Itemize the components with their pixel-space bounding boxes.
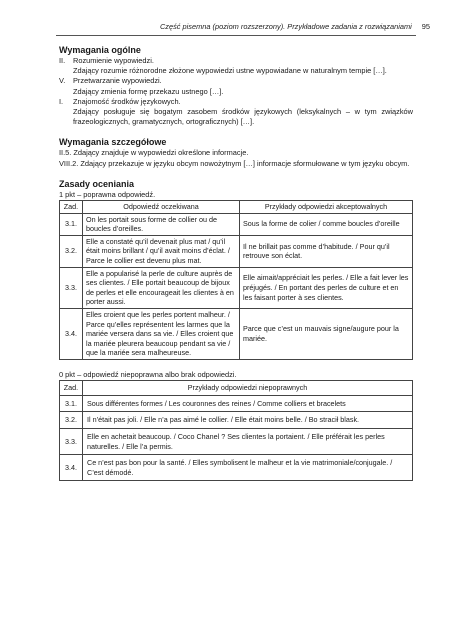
table-row [60,428,413,454]
score-0pt-label: 0 pkt – odpowiedź niepoprawna albo brak odpowiedzi. [59,369,237,379]
table-row [60,267,413,308]
accepted-answer: Parce que c’est un mauvais signe/augure pour la mariée. [240,308,413,359]
task-number: 3.3. [60,267,83,308]
table-row [60,412,413,429]
expected-answer: On les portait sous forme de collier ou de boucles d’oreilles. [83,213,240,235]
table-header-row [60,381,413,396]
task-number: 3.1. [60,395,83,412]
table-header-row [60,201,413,214]
requirement-label: Znajomość środków językowych. [73,96,181,106]
requirement-detail: Zdający rozumie różnorodne złożone wypowiedzi ustne wypowiadane w naturalnym tempie […]. [73,66,387,76]
header-rule [56,35,416,36]
running-title: Część pisemna (poziom rozszerzony). Przykładowe zadania z rozwiązaniami [159,22,412,31]
requirement-number: II. [59,56,66,65]
running-header [0,22,430,31]
incorrect-answer: Elle en achetait beaucoup. / Coco Chanel ? Ses clientes la portaient. / Elle préférait les perles naturelles. / Elle l’a permis. [83,428,413,454]
column-header: Przykłady odpowiedzi akceptowalnych [240,201,413,214]
table-row [60,235,413,267]
requirement-label: Przetwarzanie wypowiedzi. [73,76,162,86]
accepted-answer: Il ne brillait pas comme d’habitude. / Pour qu’il retrouve son éclat. [240,235,413,267]
section-title-wymagania-ogolne: Wymagania ogólne [59,45,141,55]
table-row [60,308,413,359]
section-title-wymagania-szczegolowe: Wymagania szczegółowe [59,137,167,148]
section-title-zasady-oceniania: Zasady oceniania [59,178,135,189]
requirement-detail: Zdający zmienia formę przekazu ustnego […]. [73,86,224,96]
column-header: Zad. [60,381,83,396]
table-row [60,395,413,412]
task-number: 3.4. [60,308,83,359]
table-row [60,213,413,235]
accepted-answers-table [59,200,413,360]
page-content [59,45,413,481]
score-1pt-label: 1 pkt – poprawna odpowiedź. [59,189,156,199]
column-header: Zad. [60,201,83,214]
accepted-answer: Elle aimait/appréciait les perles. / Elle a fait lever les préjugés. / En portant des perles de culture et en les faisant porter à ses clientes. [240,267,413,308]
incorrect-answer: Il n’était pas joli. / Elle n’a pas aimé le collier. / Elle était moins belle. / Bo stracił blask. [83,412,413,429]
column-header: Przykłady odpowiedzi niepoprawnych [83,381,413,396]
expected-answer: Elle a constaté qu’il devenait plus mat / qu’il était moins brillant / qu’il avait moins d’éclat. / Parce le collier est devenu plus mat. [83,235,240,267]
requirement-number: V. [59,76,66,86]
requirement-item [59,97,413,107]
expected-answer: Elle a popularisé la perle de culture auprès de ses clientes. / Elle portait beaucoup de bijoux de perles et elle encourageait les clientes à en porter aussi. [83,267,240,308]
specific-requirement: II.5. Zdający znajduje w wypowiedzi określone informacje. [59,148,249,158]
incorrect-answers-table [59,380,413,481]
specific-requirement: VIII.2. Zdający przekazuje w języku obcym nowożytnym […] informacje sformułowane w tym języku obcym. [59,158,410,168]
task-number: 3.1. [60,213,83,235]
task-number: 3.2. [60,412,83,429]
requirement-item [59,76,413,86]
requirement-detail: Zdający posługuje się bogatym zasobem środków językowych (leksykalnych – w tym związków frazeologicznych, gramatycznych, ortograficznych) […]. [73,107,413,127]
accepted-answer: Sous la forme de colier / comme boucles d’oreille [240,213,413,235]
task-number: 3.3. [60,428,83,454]
column-header: Odpowiedź oczekiwana [83,201,240,214]
incorrect-answer: Sous différentes formes / Les couronnes des reines / Comme colliers et bracelets [83,395,413,412]
task-number: 3.2. [60,235,83,267]
requirement-item [59,56,413,66]
expected-answer: Elles croient que les perles portent malheur. / Parce qu’elles représentent les larmes que la mariée versera dans sa vie. / Elles croient que la mariée pleurera beaucoup pendant sa vie / que la mariée sera malheureuse. [83,308,240,359]
table-row [60,455,413,481]
requirement-label: Rozumienie wypowiedzi. [73,56,154,65]
page-number: 95 [421,22,430,31]
requirement-number: I. [59,96,64,106]
task-number: 3.4. [60,455,83,481]
incorrect-answer: Ce n’est pas bon pour la santé. / Elles symbolisent le malheur et la vie matrimoniale/conjugale. / C’est démodé. [83,455,413,481]
